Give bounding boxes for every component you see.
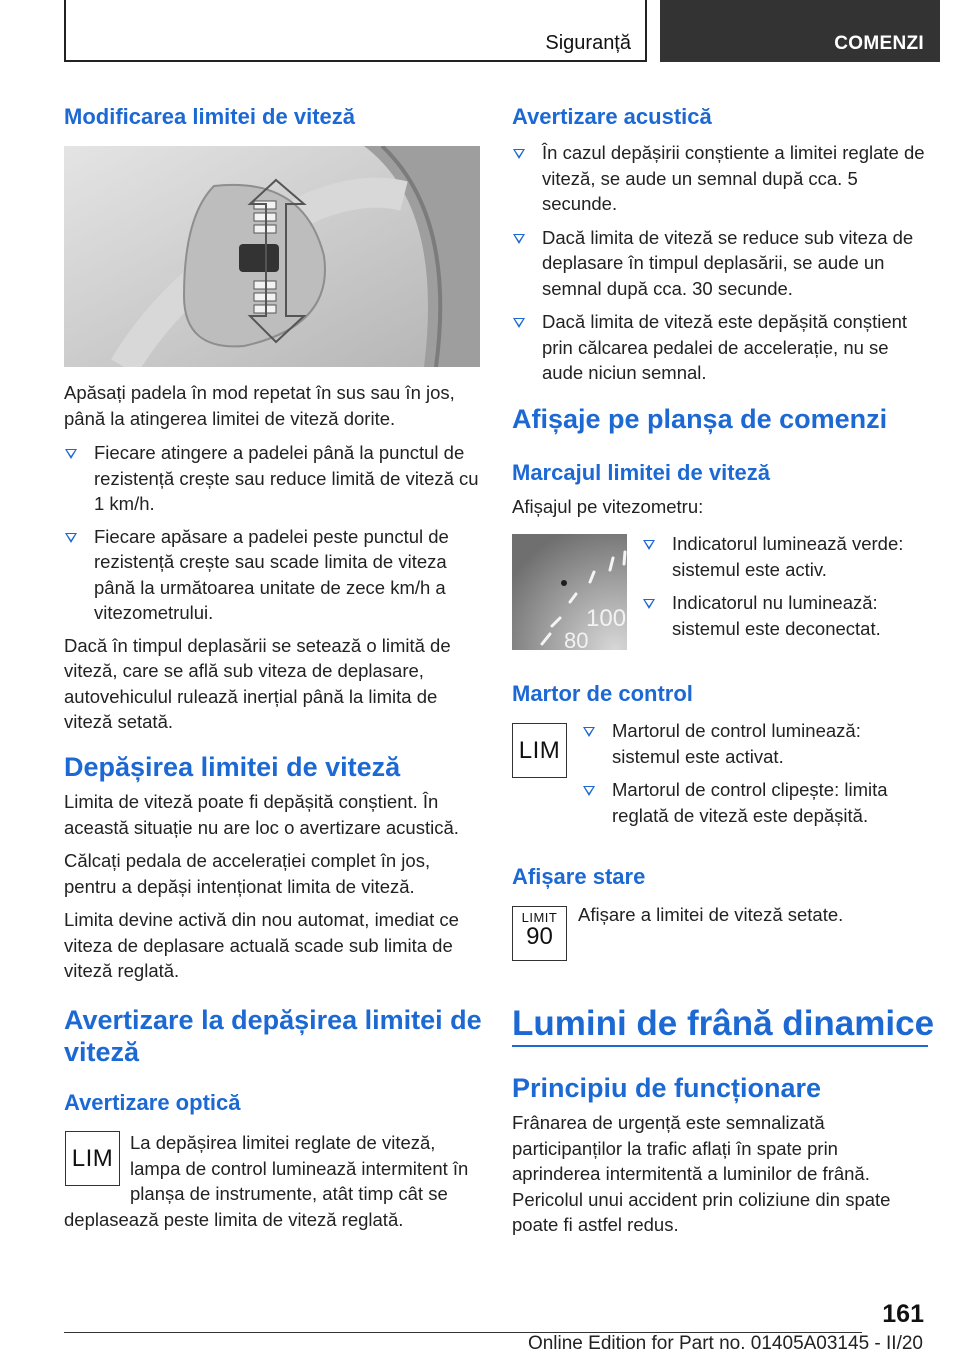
chapter-title: COMENZI [834,33,924,54]
optical-text: La depășirea limitei reglate de viteză, lampa de control luminează intermitent în planșa de instrumente, atât timp cât se deplasează peste limita de viteză reglată. [64,1132,469,1230]
list-item: Indicatorul nu luminează: sistemul este deconectat. [642,590,930,641]
status-text: Afișare a limitei de viteză setate. [578,904,844,925]
bullet-triangle-icon [65,533,77,543]
acoustic-bullets [512,140,928,386]
header-chapter-tab [660,0,940,62]
steering-wheel-illustration [64,146,480,367]
section-title: Siguranță [545,32,631,54]
bullet-triangle-icon [583,786,595,796]
limit-status-icon [512,906,567,961]
header-section-tab [64,0,647,62]
press-paddle-text: Apăsați padela în mod repetat în sus sau în jos, până la atingerea limitei de viteză dorite. [64,382,455,429]
bullet-triangle-icon [583,727,595,737]
page-number: 161 [882,1300,924,1328]
control-bullets [582,718,930,828]
lim-indicator-icon: LIM [65,1131,120,1186]
list-item: Dacă limita de viteză se reduce sub viteza de deplasare în timpul deplasării, se aude un semnal după cca. 30 secunde. [512,225,928,302]
heading-rule [512,1045,928,1047]
left-body-1 [64,380,482,735]
heading-display: Afișaje pe planșa de comenzi [512,404,888,434]
lim-control-icon: LIM [512,723,567,778]
list-item: Dacă limita de viteză este depășită conștient prin călcarea pedalei de accelerație, nu se aude niciun semnal. [512,309,928,386]
list-item: Fiecare apăsare a padelei peste punctul de rezistență crește sau scade limita de viteza până la următoarea unitate de zece km/h a vitezometrului. [64,524,482,626]
list-item: Martorul de control luminează: sistemul este activat. [582,718,930,769]
heading-exceed: Depășirea limitei de viteză [64,752,401,782]
footer-edition: Online Edition for Part no. 01405A03145 - II/20 [527,1333,923,1354]
heading-control: Martor de control [512,681,693,706]
heading-dynamic-brake-lights: Lumini de frână dinamice [512,1004,935,1043]
bullet-triangle-icon [643,599,655,609]
optical-text-wrap [64,1130,482,1232]
speedometer-illustration [512,534,627,650]
mark-list-wrap [642,531,930,648]
exceed-text-1: Limita de viteză poate fi depășită conștient. În această situație nu are loc o avertizare acustică. [64,791,459,838]
speed-100-label: 100 [586,605,627,632]
bullet-triangle-icon [513,318,525,328]
speedometer-image [512,534,627,650]
list-item: Fiecare atingere a padelei până la punctul de rezistență crește sau reduce limită de viteză cu 1 km/h. [64,440,482,517]
heading-principle: Principiu de funcționare [512,1073,822,1103]
press-bullets [64,440,482,626]
list-item: Indicatorul luminează verde: sistemul este activ. [642,531,930,582]
list-item: Martorul de control clipește: limita reglată de viteză este depășită. [582,777,930,828]
heading-mark: Marcajul limitei de viteză [512,460,770,485]
heading-modify-limit: Modificarea limitei de viteză [64,104,355,129]
steering-wheel-image [64,146,480,367]
heading-optical: Avertizare optică [64,1090,241,1115]
bullet-triangle-icon [65,449,77,459]
bullet-triangle-icon [643,540,655,550]
list-item: În cazul depășirii conștiente a limitei reglate de viteză, se aude un semnal după cca. 5 secunde. [512,140,928,217]
left-body-2 [64,789,482,984]
heading-warning: Avertizare la depășirea limitei de viteză [64,1005,482,1067]
exceed-text-2: Călcați pedala de accelerației complet în jos, pentru a depăși intenționat limita de viteză. [64,850,431,897]
limit-value: 90 [526,923,553,950]
bullet-triangle-icon [513,149,525,159]
mark-text: Afișajul pe vitezometru: [512,496,704,517]
limit-label: LIMIT [521,910,558,925]
heading-status: Afișare stare [512,864,646,889]
control-list-wrap [582,718,930,835]
exceed-text-3: Limita devine activă din nou automat, imediat ce viteza de deplasare actuală scade sub limita de viteză reglată. [64,909,459,981]
heading-acoustic: Avertizare acustică [512,104,712,129]
speed-80-label: 80 [564,628,589,650]
mark-bullets [642,531,930,641]
lower-limit-text: Dacă în timpul deplasării se setează o limită de viteză, care se află sub viteza de deplasare, autovehiculul rulează inerțial până la limita de viteză setată. [64,634,451,732]
acoustic-list-wrap [512,140,928,393]
bullet-triangle-icon [513,234,525,244]
principle-text: Frânarea de urgență este semnalizată participanților la trafic aflați în spate prin aprinderea intermitentă a luminilor de frână. Pericolul unui accident prin coliziune din spate poate fi astfel redus. [512,1112,891,1235]
